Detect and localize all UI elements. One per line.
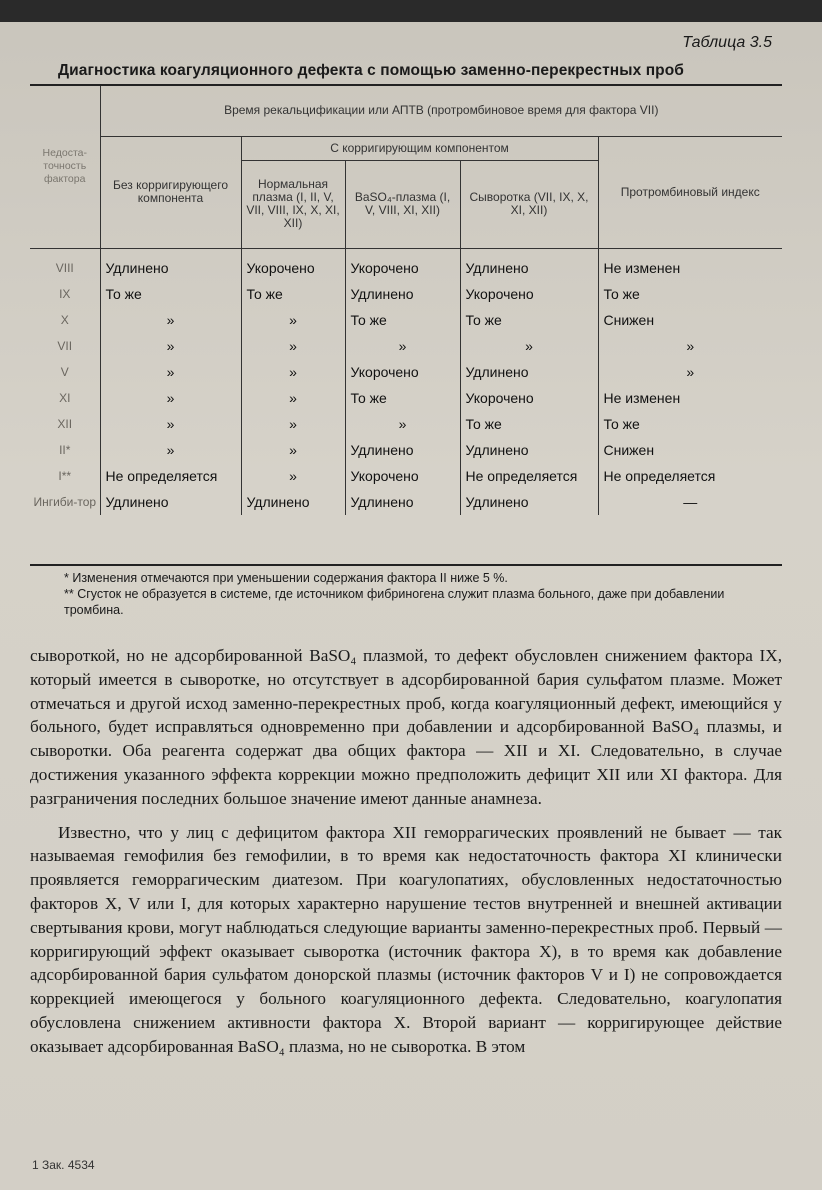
- cell-baso-plasma: То же: [345, 307, 460, 333]
- cell-no-corrector: »: [100, 385, 241, 411]
- table-title: Диагностика коагуляционного дефекта с помощью заменно-перекрестных проб: [58, 62, 684, 79]
- table-row: [30, 385, 782, 411]
- cell-baso-plasma: Удлинено: [345, 489, 460, 515]
- cell-normal-plasma: »: [241, 385, 345, 411]
- cell-baso-plasma: »: [345, 333, 460, 359]
- cell-factor: VII: [30, 333, 100, 359]
- cell-prothrombin-index: То же: [598, 411, 782, 437]
- cell-factor: XI: [30, 385, 100, 411]
- cell-factor: I**: [30, 463, 100, 489]
- table-row: [30, 489, 782, 515]
- cell-prothrombin-index: Не изменен: [598, 385, 782, 411]
- cell-normal-plasma: Укорочено: [241, 248, 345, 281]
- header-time: Время рекальцификации или АПТВ (протромбиновое время для фактора VII): [100, 86, 782, 136]
- cell-factor: Ингиби-тор: [30, 489, 100, 515]
- cell-no-corrector: Не определяется: [100, 463, 241, 489]
- cell-baso-plasma: Удлинено: [345, 437, 460, 463]
- cell-serum: Удлинено: [460, 359, 598, 385]
- cell-normal-plasma: »: [241, 463, 345, 489]
- header-no-corrector: Без корригирующего компонента: [100, 136, 241, 248]
- table-row: [30, 359, 782, 385]
- cell-factor: VIII: [30, 248, 100, 281]
- cell-prothrombin-index: То же: [598, 281, 782, 307]
- table-row: [30, 411, 782, 437]
- cell-prothrombin-index: »: [598, 359, 782, 385]
- cell-factor: X: [30, 307, 100, 333]
- table-row: [30, 437, 782, 463]
- cell-baso-plasma: »: [345, 411, 460, 437]
- cell-prothrombin-index: Не изменен: [598, 248, 782, 281]
- cell-baso-plasma: Укорочено: [345, 359, 460, 385]
- cell-normal-plasma: »: [241, 307, 345, 333]
- cell-serum: То же: [460, 307, 598, 333]
- cell-baso-plasma: То же: [345, 385, 460, 411]
- cell-serum: Удлинено: [460, 248, 598, 281]
- print-signature: 1 Зак. 4534: [32, 1158, 95, 1172]
- body-text: [30, 644, 782, 1059]
- cell-normal-plasma: »: [241, 333, 345, 359]
- table-number: Таблица 3.5: [682, 34, 772, 51]
- header-missing-factor: Недоста-точность фактора: [30, 86, 100, 248]
- coagulation-table: [30, 84, 782, 566]
- cell-baso-plasma: Укорочено: [345, 248, 460, 281]
- cell-no-corrector: Удлинено: [100, 248, 241, 281]
- cell-no-corrector: »: [100, 411, 241, 437]
- cell-normal-plasma: Удлинено: [241, 489, 345, 515]
- table-row: [30, 248, 782, 281]
- cell-factor: II*: [30, 437, 100, 463]
- paragraph: сывороткой, но не адсорбированной BaSO₄ плазмой, то дефект обусловлен снижением фактора IX, который имеется в сыворотке, но отсутствует в адсорбированной бария сульфатом плазме. Может отмечаться и другой исход заменно-перекрестных проб, когда коагуляционный дефект, имеющийся у больного, будет исправляться одновременно при добавлении и адсорбированной BaSO₄ плазмы, и сыворотки. Оба реагента содержат два общих фактора — XII и XI. Следовательно, в случае достижения указанного эффекта коррекции можно предположить дефицит XII или XI фактора. Для разграничения последних большое значение имеют данные анамнеза.: [30, 646, 782, 808]
- cell-factor: IX: [30, 281, 100, 307]
- cell-normal-plasma: То же: [241, 281, 345, 307]
- table-footnotes: [58, 570, 778, 618]
- cell-prothrombin-index: Снижен: [598, 307, 782, 333]
- table-row: [30, 307, 782, 333]
- paragraph: Известно, что у лиц с дефицитом фактора XII геморрагических проявлений не бывает — так называемая гемофилия без гемофилии, в то время как недостаточность фактора XI клинически проявляется геморрагическим диатезом. При коагулопатиях, обусловленных недостаточностью факторов X, V или I, для которых характерно нарушение тестов внутренней и внешней активации свертывания крови, могут наблюдаться следующие варианты заменно-перекрестных проб. Первый — корригирующий эффект оказывает сыворотка (источник фактора X), в то время как добавление адсорбированной бария сульфатом донорской плазмы (источник факторов V и I) не сопровождается коррекцией имеющегося у больного коагуляционного дефекта. Следовательно, коагулопатия обусловлена снижением активности фактора X. Второй вариант — корригирующее действие оказывает адсорбированная BaSO₄ плазма, но не сыворотка. В этом: [30, 822, 782, 1056]
- footnote: * Изменения отмечаются при уменьшении содержания фактора II ниже 5 %.: [64, 571, 508, 585]
- cell-prothrombin-index: Не определяется: [598, 463, 782, 489]
- cell-factor: XII: [30, 411, 100, 437]
- cell-prothrombin-index: »: [598, 333, 782, 359]
- header-with-corrector: С корригирующим компонентом: [241, 136, 598, 160]
- header-baso-plasma: BaSO₄-плазма (I, V, VIII, XI, XII): [345, 160, 460, 248]
- table-row: [30, 333, 782, 359]
- table-body: [30, 248, 782, 515]
- cell-no-corrector: »: [100, 359, 241, 385]
- cell-serum: Укорочено: [460, 281, 598, 307]
- cell-normal-plasma: »: [241, 437, 345, 463]
- cell-serum: Удлинено: [460, 437, 598, 463]
- cell-factor: V: [30, 359, 100, 385]
- header-serum: Сыворотка (VII, IX, X, XI, XII): [460, 160, 598, 248]
- footnote: ** Сгусток не образуется в системе, где источником фибриногена служит плазма больного, даже при добавлении тромбина.: [64, 587, 725, 617]
- cell-no-corrector: Удлинено: [100, 489, 241, 515]
- cell-prothrombin-index: —: [598, 489, 782, 515]
- header-normal-plasma: Нормальная плазма (I, II, V, VII, VIII, IX, X, XI, XII): [241, 160, 345, 248]
- cell-baso-plasma: Укорочено: [345, 463, 460, 489]
- cell-normal-plasma: »: [241, 359, 345, 385]
- cell-serum: То же: [460, 411, 598, 437]
- cell-serum: Не определяется: [460, 463, 598, 489]
- table-row: [30, 281, 782, 307]
- cell-serum: »: [460, 333, 598, 359]
- cell-prothrombin-index: Снижен: [598, 437, 782, 463]
- header-prothrombin-index: Протромбиновый индекс: [598, 136, 782, 248]
- cell-serum: Удлинено: [460, 489, 598, 515]
- cell-no-corrector: »: [100, 437, 241, 463]
- cell-no-corrector: То же: [100, 281, 241, 307]
- cell-normal-plasma: »: [241, 411, 345, 437]
- table-row: [30, 463, 782, 489]
- cell-baso-plasma: Удлинено: [345, 281, 460, 307]
- cell-serum: Укорочено: [460, 385, 598, 411]
- running-header: [0, 0, 822, 22]
- cell-no-corrector: »: [100, 333, 241, 359]
- cell-no-corrector: »: [100, 307, 241, 333]
